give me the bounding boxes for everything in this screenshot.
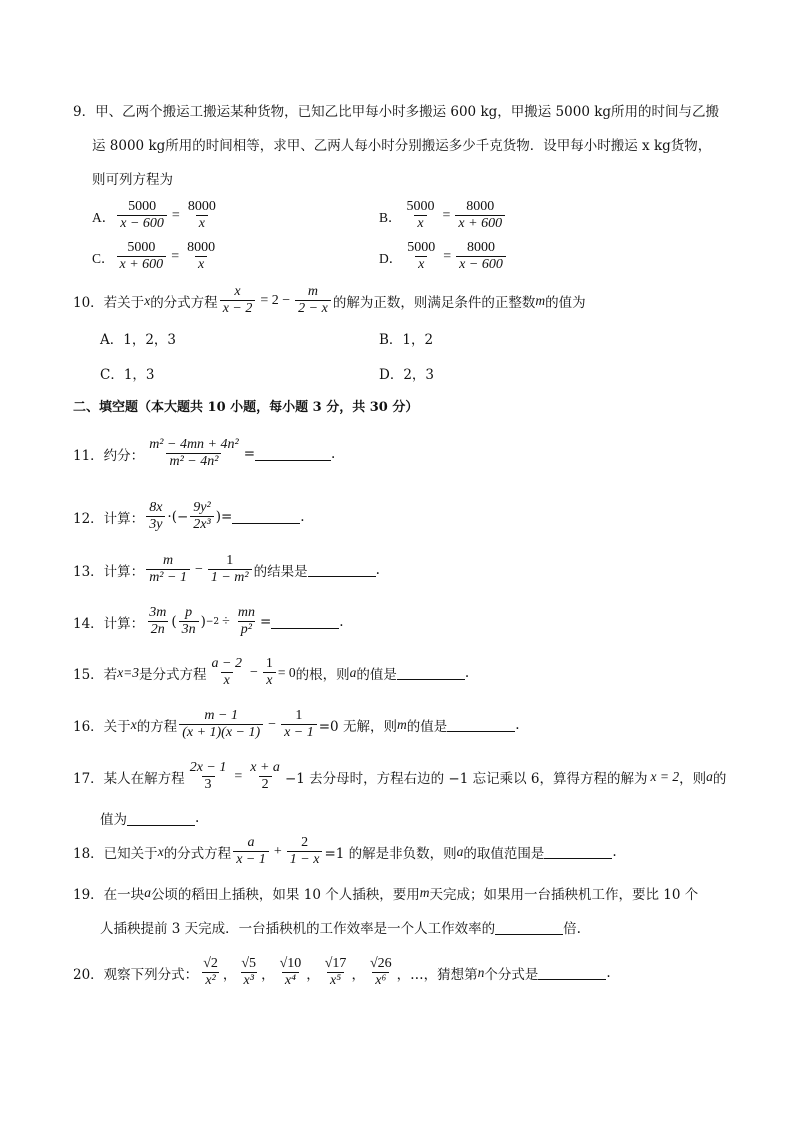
q9-option-b[interactable]: B． $\frac{5000}{x}$ = $\frac{8000}{x + 600}$: [379, 199, 507, 232]
answer-blank[interactable]: [538, 965, 606, 980]
fraction: $\frac{√10}{\text{x⁴}}$: [279, 956, 302, 988]
fraction: $\frac{mn}{\text{p²}}$: [237, 605, 255, 637]
q20: 20．观察下列分式： $\frac{√2}{\text{x²}}$ ， $\frac{√5}{\text{x³}}$ ， $\frac{√10}{\text{x⁴}}$ ， $\frac{√17}{\text{x⁵}}$ ， $\frac{√26}{\text{x⁶}}$ ，…，猜想第 n 个分式是 .: [73, 956, 611, 988]
q9-option-d[interactable]: D． $\frac{5000}{x}$ = $\frac{8000}{x - 600}$: [379, 240, 508, 273]
fraction: $\frac{3m}{2n}$: [149, 605, 167, 637]
fraction: $\frac{5000}{x}$: [407, 240, 436, 272]
answer-blank[interactable]: [255, 446, 331, 461]
answer-blank[interactable]: [544, 844, 612, 859]
fraction: $\frac{x + a}{2}$: [250, 760, 280, 792]
answer-blank[interactable]: [447, 717, 515, 732]
fraction: $\frac{5000}{x - 600}$: [117, 199, 167, 232]
fraction: $\frac{√17}{\text{x⁵}}$: [324, 956, 347, 988]
fraction: $\frac{8000}{x + 600}$: [455, 199, 505, 232]
q10-option-b[interactable]: B．1，2: [379, 332, 434, 348]
fraction: $\frac{1}{x - 1}$: [281, 708, 317, 741]
q9-line3: 则可列方程为: [92, 172, 173, 188]
fraction: $\frac{8000}{x}$: [187, 199, 216, 231]
fraction: $\frac{p}{3n}$: [179, 605, 199, 638]
q19-line1: 19．在一块 a 公顷的稻田上插秧，如果 10 个人插秧，要用 m 天完成；如果用一台插秧机工作，要比 10 个: [73, 885, 699, 903]
fraction: $\frac{8x}{3y}$: [146, 500, 165, 533]
fraction: $\frac{√5}{\text{x³}}$: [241, 956, 257, 988]
fraction: $\frac{\text{m² − 4mn + 4n²}}{\text{m² − 4n²}}$: [149, 437, 239, 469]
q14: 14．计算： $\frac{3m}{2n}$ ( $\frac{p}{3n}$ ) −2 ÷ $\frac{mn}{\text{p²}}$ = .: [73, 605, 344, 637]
answer-blank[interactable]: [308, 562, 376, 577]
q10-option-a[interactable]: A．1，2，3: [100, 332, 177, 348]
fraction: $\frac{m}{\text{m² − 1}}$: [146, 553, 190, 586]
fraction: $\frac{√26}{\text{x⁶}}$: [369, 956, 392, 988]
q19-line2: 人插秧提前 3 天完成．一台插秧机的工作效率是一个人工作效率的 倍.: [100, 921, 581, 937]
fraction: $\frac{2}{1 - x}$: [287, 835, 323, 868]
section-heading: 二、填空题（本大题共 10 小题，每小题 3 分，共 30 分）: [73, 400, 419, 415]
fraction: $\frac{8000}{x - 600}$: [456, 240, 506, 273]
fraction: $\frac{x}{x - 2}$: [220, 284, 256, 317]
fraction: $\frac{5000}{x}$: [406, 199, 435, 231]
q10-stem: 10．若关于 x 的分式方程 $\frac{x}{x - 2}$ = 2 − $\frac{m}{2 - x}$ 的解为正数，则满足条件的正整数 m 的值为: [73, 284, 586, 316]
q10-option-c[interactable]: C．1，3: [100, 367, 155, 383]
answer-blank[interactable]: [127, 811, 195, 826]
fraction: $\frac{a}{x - 1}$: [233, 835, 269, 868]
fraction: $\frac{m}{2 - x}$: [295, 284, 331, 317]
answer-blank[interactable]: [397, 665, 465, 680]
q9-line2: 运 8000 kg所用的时间相等，求甲、乙两人每小时分别搬运多少千克货物．设甲每小时搬运 x kg货物，: [92, 138, 712, 154]
fraction: $\frac{√2}{\text{x²}}$: [203, 956, 218, 988]
fraction: $\frac{1}{x}$: [263, 656, 276, 689]
fraction: $\frac{m - 1}{(x + 1)(x - 1)}$: [179, 708, 263, 741]
q11: 11．约分： $\frac{\text{m² − 4mn + 4n²}}{\text{m² − 4n²}}$ = .: [73, 437, 336, 469]
q12: 12．计算： $\frac{8x}{3y}$ ·(− $\frac{\text{9y²}}{\text{2x³}}$ )= .: [73, 500, 305, 532]
q10-option-d[interactable]: D．2，3: [379, 367, 435, 383]
fraction: $\frac{a - 2}{x}$: [211, 656, 242, 688]
q17-line2: 值为 .: [100, 810, 200, 828]
q16: 16．关于 x 的方程 $\frac{m - 1}{(x + 1)(x - 1)}$ − $\frac{1}{x - 1}$ =0 无解，则 m 的值是 .: [73, 708, 520, 740]
answer-blank[interactable]: [495, 920, 563, 935]
q9-option-c[interactable]: C． $\frac{5000}{x + 600}$ = $\frac{8000}{x}$: [92, 240, 220, 273]
answer-blank[interactable]: [271, 614, 339, 629]
fraction: $\frac{\text{9y²}}{\text{2x³}}$: [190, 500, 213, 533]
fraction: $\frac{1}{\text{1 − m²}}$: [208, 553, 252, 586]
q13: 13．计算： $\frac{m}{\text{m² − 1}}$ − $\frac{1}{\text{1 − m²}}$ 的结果是 .: [73, 553, 380, 585]
fraction: $\frac{5000}{x + 600}$: [117, 240, 167, 273]
q18: 18．已知关于 x 的分式方程 $\frac{a}{x - 1}$ + $\frac{2}{1 - x}$ =1 的解是非负数，则 a 的取值范围是 .: [73, 835, 617, 867]
q9-line1: 9．甲、乙两个搬运工搬运某种货物，已知乙比甲每小时多搬运 600 kg，甲搬运 5000 kg所用的时间与乙搬: [73, 104, 720, 120]
fraction: $\frac{8000}{x}$: [187, 240, 216, 272]
q17: 17．某人在解方程 $\frac{2x - 1}{3}$ = $\frac{x + a}{2}$ −1 去分母时，方程右边的 −1 忘记乘以 6，算得方程的解为 x = 2 ，则 a 的: [73, 760, 727, 792]
answer-blank[interactable]: [232, 509, 300, 524]
q9-option-a[interactable]: A． $\frac{5000}{x - 600}$ = $\frac{8000}{x}$: [92, 199, 221, 232]
fraction: $\frac{2x - 1}{3}$: [189, 760, 227, 792]
q15: 15．若 x=3 是分式方程 $\frac{a - 2}{x}$ − $\frac{1}{x}$ = 0 的根，则 a 的值是 .: [73, 656, 470, 688]
